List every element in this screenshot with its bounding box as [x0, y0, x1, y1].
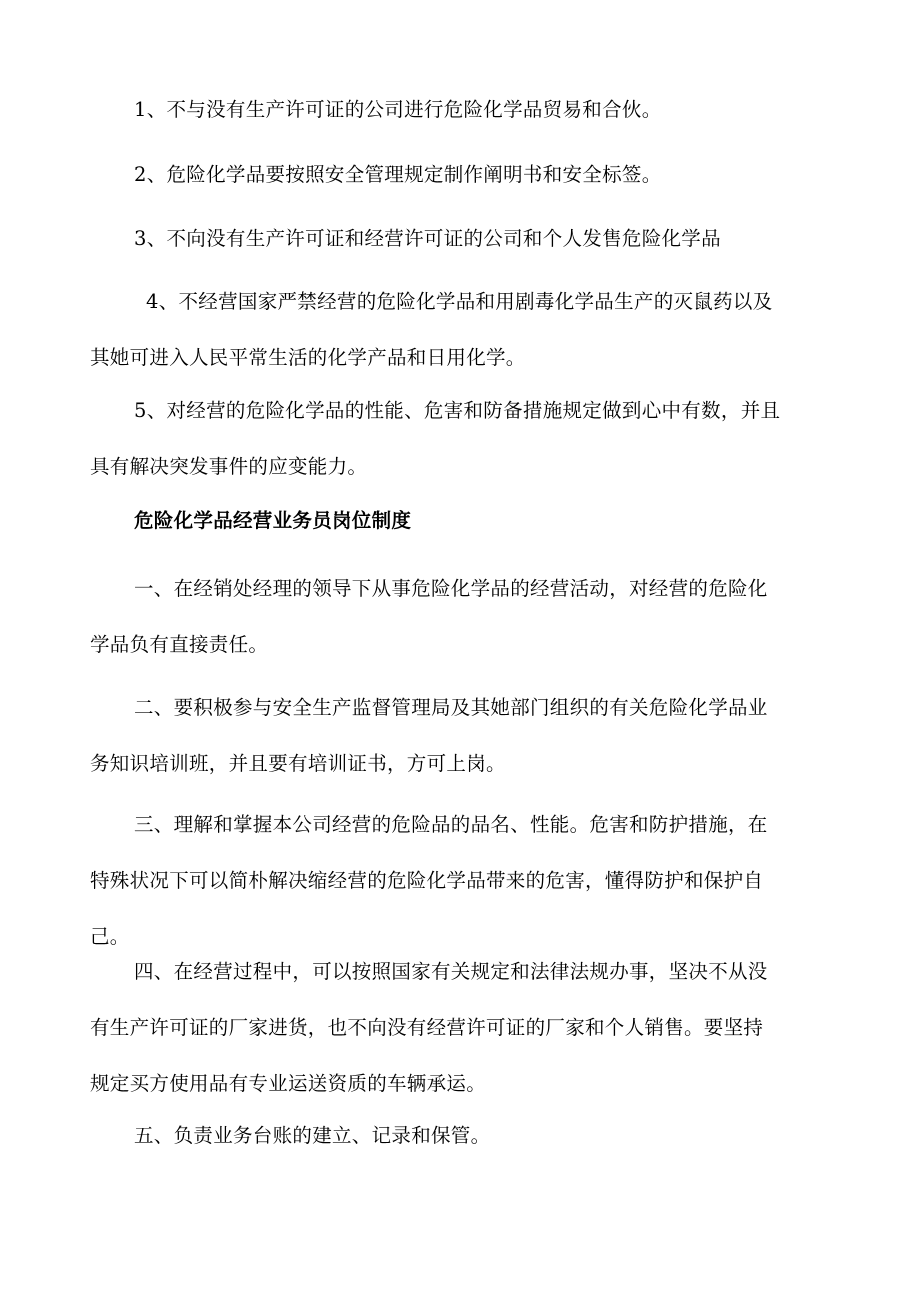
paragraph-line: 1、不与没有生产许可证的公司进行危险化学品贸易和合伙。 [134, 98, 662, 121]
paragraph-line: 其她可进入人民平常生活的化学产品和日用化学。 [90, 346, 526, 369]
paragraph-line: 有生产许可证的厂家进货，也不向没有经营许可证的厂家和个人销售。要坚持 [90, 1016, 764, 1039]
paragraph-line: 务知识培训班，并且要有培训证书，方可上岗。 [90, 752, 506, 775]
paragraph-line: 具有解决突发事件的应变能力。 [90, 455, 368, 478]
paragraph-line: 规定买方使用品有专业运送资质的车辆承运。 [90, 1072, 487, 1095]
paragraph-line: 己。 [90, 925, 130, 948]
list-item-5 [90, 383, 830, 495]
paragraph-line: 一、在经销处经理的领导下从事危险化学品的经营活动，对经营的危险化 [134, 577, 768, 600]
paragraph-line: 特殊状况下可以简朴解决缩经营的危险化学品带来的危害，懂得防护和保护自 [90, 869, 764, 892]
section-title: 危险化学品经营业务员岗位制度 [134, 509, 412, 532]
paragraph-line: 四、在经营过程中，可以按照国家有关规定和法律法规办事，坚决不从没 [134, 960, 768, 983]
list-item-3 [90, 211, 830, 267]
paragraph-line: 5、对经营的危险化学品的性能、危害和防备措施规定做到心中有数，并且 [134, 399, 781, 422]
paragraph-line: 五、负责业务台账的建立、记录和保管。 [134, 1124, 491, 1147]
paragraph-line: 二、要积极参与安全生产监督管理局及其她部门组织的有关危险化学品业 [134, 696, 768, 719]
paragraph-line: 2、危险化学品要按照安全管理规定制作阐明书和安全标签。 [134, 163, 662, 186]
duty-item-1 [90, 561, 830, 673]
paragraph-line: 三、理解和掌握本公司经营的危险品的品名、性能。危害和防护措施，在 [134, 813, 768, 836]
duty-item-4 [90, 944, 830, 1112]
list-item-4 [90, 274, 830, 386]
list-item-1 [90, 82, 830, 138]
duty-item-3 [90, 797, 830, 965]
duty-item-5 [90, 1108, 830, 1164]
list-item-2 [90, 147, 830, 203]
duty-item-2 [90, 680, 830, 792]
paragraph-line: 学品负有直接责任。 [90, 633, 269, 656]
paragraph-line: 3、不向没有生产许可证和经营许可证的公司和个人发售危险化学品 [134, 227, 721, 250]
paragraph-line: 4、不经营国家严禁经营的危险化学品和用剧毒化学品生产的灭鼠药以及 [146, 290, 773, 313]
